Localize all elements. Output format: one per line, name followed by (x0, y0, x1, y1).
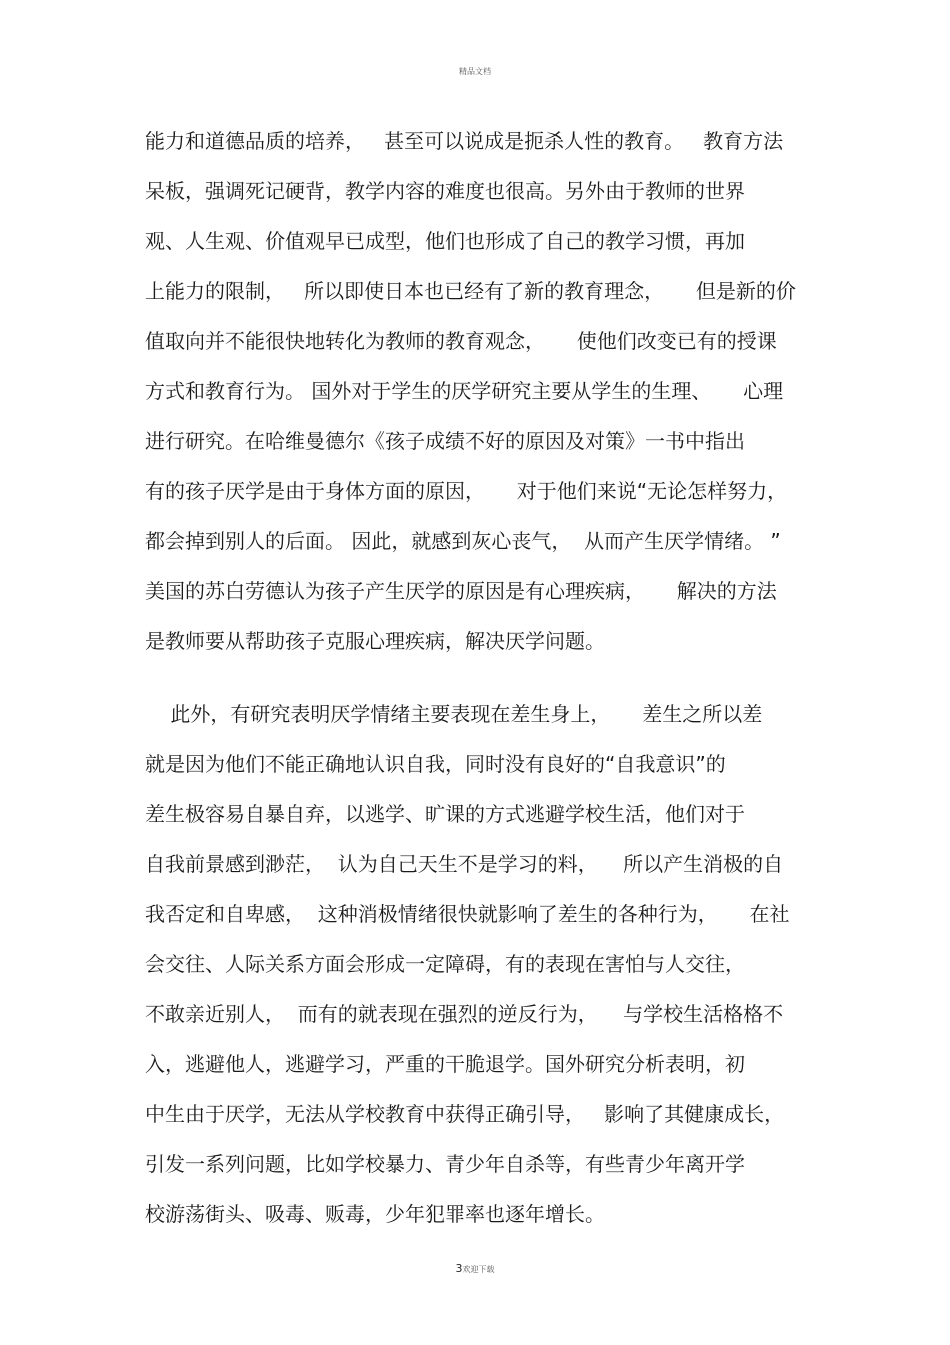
text-line: 会交往、人际关系方面会形成一定障碍，有的表现在害怕与人交往， (145, 952, 745, 976)
text-line: 上能力的限制， 所以即使日本也已经有了新的教育理念， 但是新的价 (145, 279, 796, 303)
text-line: 就是因为他们不能正确地认识自我，同时没有良好的“自我意识”的 (145, 752, 726, 776)
text-line: 校游荡街头、吸毒、贩毒，少年犯罪率也逐年增长。 (145, 1202, 605, 1226)
text-line: 美国的苏白劳德认为孩子产生厌学的原因是有心理疾病， 解决的方法 (145, 579, 777, 603)
text-line: 都会掉到别人的后面。 因此，就感到灰心丧气， 从而产生厌学情绪。 ” (145, 529, 781, 553)
page-footer (0, 1262, 950, 1275)
text-line: 不敢亲近别人， 而有的就表现在强烈的逆反行为， 与学校生活格格不 (145, 1002, 784, 1026)
text-line: 值取向并不能很快地转化为教师的教育观念， 使他们改变已有的授课 (145, 329, 777, 353)
page-number: 3 (455, 1262, 463, 1275)
text-line: 引发一系列问题，比如学校暴力、青少年自杀等，有些青少年离开学 (145, 1152, 745, 1176)
text-line: 有的孩子厌学是由于身体方面的原因， 对于他们来说“无论怎样努力， (145, 479, 788, 503)
text-line: 呆板，强调死记硬背，教学内容的难度也很高。另外由于教师的世界 (145, 179, 745, 203)
text-line: 差生极容易自暴自弃，以逃学、旷课的方式逃避学校生活，他们对于 (145, 802, 745, 826)
header-text: 精品文档 (459, 67, 491, 76)
text-line: 我否定和自卑感， 这种消极情绪很快就影响了差生的各种行为， 在社 (145, 902, 790, 926)
text-line: 方式和教育行为。 国外对于学生的厌学研究主要从学生的生理、 心理 (145, 379, 784, 403)
text-line: 观、人生观、价值观早已成型，他们也形成了自己的教学习惯，再加 (145, 229, 745, 253)
page-header (0, 66, 950, 77)
text-line: 自我前景感到渺茫， 认为自己天生不是学习的料， 所以产生消极的自 (145, 852, 784, 876)
text-line: 入，逃避他人，逃避学习，严重的干脆退学。国外研究分析表明，初 (145, 1052, 745, 1076)
footer-text: 欢迎下载 (462, 1265, 495, 1274)
text-line: 进行研究。在哈维曼德尔《孩子成绩不好的原因及对策》一书中指出 (145, 429, 745, 453)
text-line: 是教师要从帮助孩子克服心理疾病，解决厌学问题。 (145, 629, 605, 653)
text-line: 能力和道德品质的培养， 甚至可以说成是扼杀人性的教育。 教育方法 (145, 129, 784, 153)
text-line: 中生由于厌学，无法从学校教育中获得正确引导， 影响了其健康成长， (145, 1102, 785, 1126)
text-line: 此外，有研究表明厌学情绪主要表现在差生身上， 差生之所以差 (145, 702, 763, 726)
